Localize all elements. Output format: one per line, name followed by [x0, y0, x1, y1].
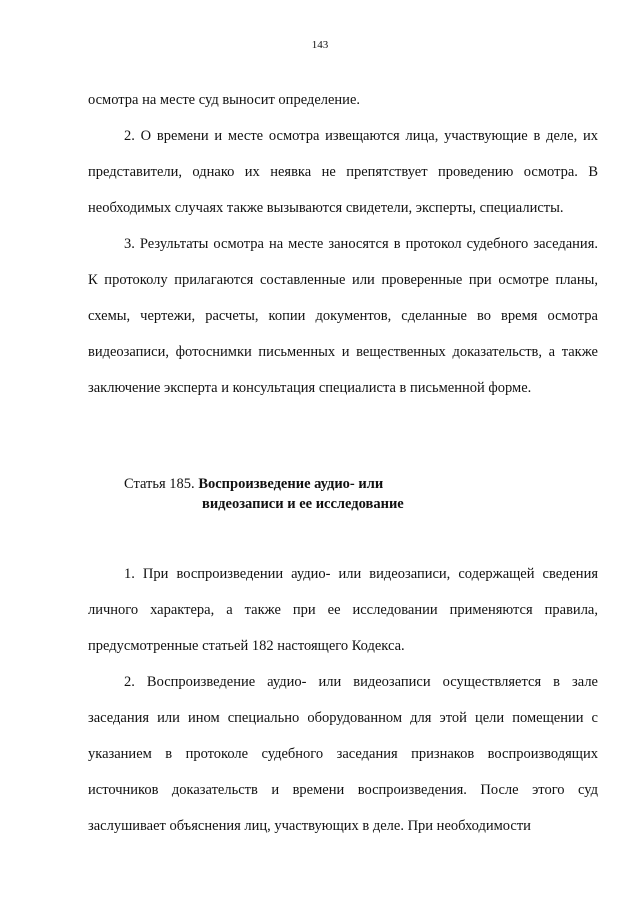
- page-number: 143: [311, 39, 329, 51]
- paragraph-item-2: 2. О времени и месте осмотра извещаются лица, участвующие в деле, их представители, однако их неявка не препятствует проведению осмотра. В необходимых случаях также вызываются свидетели, эксперты, специалисты.: [88, 128, 598, 216]
- paragraph-item-3: 3. Результаты осмотра на месте заносятся в протокол судебного заседания. К протоколу прилагаются составленные или проверенные при осмотре планы, схемы, чертежи, расчеты, копии документов, сделанные во время осмотра видеозаписи, фотоснимки письменных и вещественных доказательств, а также заключение эксперта и консультация специалиста в письменной форме.: [88, 236, 598, 396]
- article-number: Статья 185.: [124, 476, 195, 492]
- article-paragraph-1: 1. При воспроизведении аудио- или видеозаписи, содержащей сведения личного характера, а также при ее исследовании применяются правила, предусмотренные статьей 182 настоящего Кодекса.: [88, 566, 598, 654]
- article-paragraph-2: 2. Воспроизведение аудио- или видеозаписи осуществляется в зале заседания или ином специально оборудованном для этой цели помещении с указанием в протоколе судебного заседания признаков воспроизводящих источников доказательств и времени воспроизведения. После этого суд заслушивает объяснения лиц, участвующих в деле. При необходимости: [88, 674, 598, 834]
- article-heading: [124, 474, 594, 514]
- article-title-line1: Воспроизведение аудио- или: [198, 476, 384, 492]
- article-title-line2: видеозаписи и ее исследование: [202, 496, 404, 512]
- paragraph-continuation: осмотра на месте суд выносит определение.: [88, 92, 361, 108]
